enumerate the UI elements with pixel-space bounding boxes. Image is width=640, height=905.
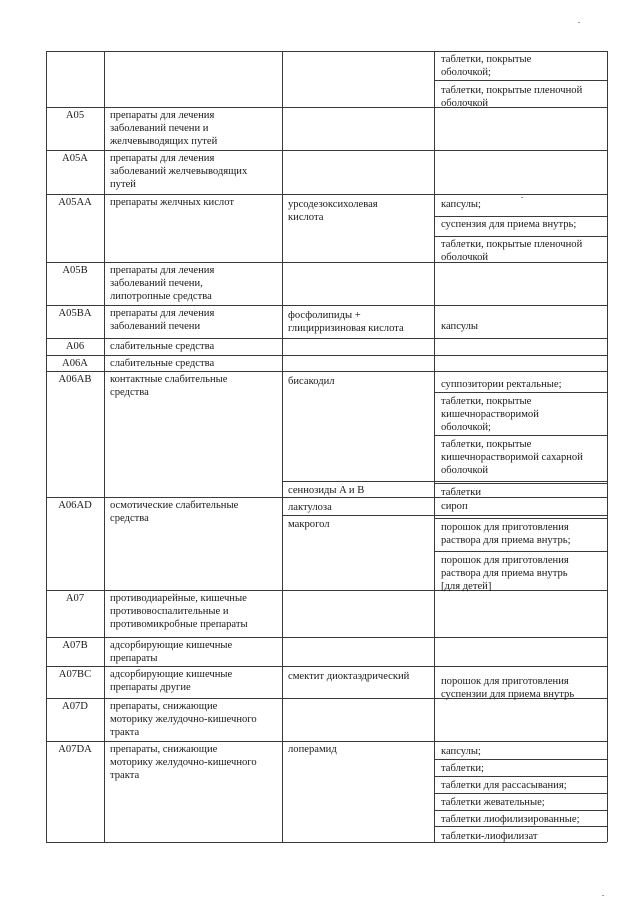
- table-rule: [104, 51, 105, 842]
- dosage-form: таблетки, покрытые пленочной: [441, 85, 583, 96]
- atc-code: A07B: [62, 640, 88, 651]
- dosage-form: [для детей]: [441, 581, 492, 592]
- dosage-form: таблетки-лиофилизат: [441, 831, 538, 842]
- atc-code: A07DA: [58, 744, 92, 755]
- group-name: тракта: [110, 727, 140, 738]
- dosage-form: оболочкой;: [441, 67, 491, 78]
- table-rule: [46, 194, 607, 195]
- table-rule: [434, 810, 607, 811]
- atc-code: A06A: [62, 358, 88, 369]
- table-rule: [46, 666, 607, 667]
- dosage-form: раствора для приема внутрь;: [441, 535, 571, 546]
- table-rule: [434, 435, 607, 436]
- dosage-form: порошок для приготовления: [441, 676, 569, 687]
- table-rule: [434, 793, 607, 794]
- group-name: препараты желчных кислот: [110, 197, 234, 208]
- group-name: липотропные средства: [110, 291, 212, 302]
- dosage-form: таблетки;: [441, 763, 484, 774]
- dosage-form: оболочкой: [441, 98, 489, 109]
- atc-code: A07: [65, 593, 85, 604]
- table-rule: [434, 776, 607, 777]
- atc-code: A05BA: [58, 308, 92, 319]
- group-name: моторику желудочно-кишечного: [110, 757, 257, 768]
- substance-name: кислота: [288, 212, 324, 223]
- table-rule: [434, 518, 607, 519]
- table-rule: [434, 392, 607, 393]
- dosage-form: таблетки, покрытые: [441, 396, 532, 407]
- atc-code: A05A: [62, 153, 88, 164]
- table-rule: [46, 741, 607, 742]
- scan-speck: [602, 895, 604, 896]
- dosage-form: таблетки жевательные;: [441, 797, 545, 808]
- dosage-form: капсулы: [441, 321, 479, 332]
- dosage-form: оболочкой;: [441, 422, 491, 433]
- table-rule: [434, 551, 607, 552]
- group-name: препараты, снижающие: [110, 701, 218, 712]
- scan-speck: [521, 197, 523, 198]
- group-name: препараты для лечения: [110, 110, 215, 121]
- dosage-form: суспензии для приема внутрь: [441, 689, 575, 700]
- substance-name: лоперамид: [288, 744, 337, 755]
- dosage-form: капсулы;: [441, 746, 481, 757]
- substance-name: смектит диоктаэдрический: [288, 671, 410, 682]
- table-rule: [46, 637, 607, 638]
- group-name: желчевыводящих путей: [110, 136, 218, 147]
- group-name: препараты другие: [110, 682, 191, 693]
- dosage-form: капсулы;: [441, 199, 481, 210]
- table-rule: [282, 51, 283, 842]
- dosage-form: порошок для приготовления: [441, 555, 569, 566]
- atc-code: A05B: [62, 265, 88, 276]
- dosage-form: суспензия для приема внутрь;: [441, 219, 577, 230]
- dosage-form: таблетки, покрытые пленочной: [441, 239, 583, 250]
- group-name: слабительные средства: [110, 341, 215, 352]
- group-name: тракта: [110, 770, 140, 781]
- dosage-form: кишечнорастворимой сахарной: [441, 452, 583, 463]
- atc-code: A07BC: [58, 669, 92, 680]
- group-name: заболеваний печени,: [110, 278, 203, 289]
- dosage-form: таблетки для рассасывания;: [441, 780, 567, 791]
- atc-code: A06AB: [58, 374, 92, 385]
- table-rule: [46, 355, 607, 356]
- substance-name: фосфолипиды +: [288, 310, 361, 321]
- group-name: заболеваний желчевыводящих: [110, 166, 248, 177]
- group-name: противомикробные препараты: [110, 619, 248, 630]
- table-rule: [46, 338, 607, 339]
- group-name: адсорбирующие кишечные: [110, 669, 233, 680]
- dosage-form: суппозитории ректальные;: [441, 379, 562, 390]
- table-rule: [434, 80, 607, 81]
- group-name: путей: [110, 179, 136, 190]
- table-rule: [434, 483, 607, 484]
- table-rule: [46, 107, 607, 108]
- table-rule: [434, 51, 435, 842]
- atc-code: A07D: [62, 701, 88, 712]
- dosage-form: раствора для приема внутрь: [441, 568, 568, 579]
- group-name: препараты, снижающие: [110, 744, 218, 755]
- group-name: адсорбирующие кишечные: [110, 640, 233, 651]
- group-name: препараты: [110, 653, 158, 664]
- substance-name: лактулоза: [288, 502, 332, 513]
- table-rule: [46, 497, 607, 498]
- table-rule: [46, 150, 607, 151]
- dosage-form: оболочкой: [441, 252, 489, 263]
- group-name: средства: [110, 387, 149, 398]
- group-name: препараты для лечения: [110, 265, 215, 276]
- dosage-form: таблетки: [441, 487, 482, 498]
- dosage-form: сироп: [441, 501, 468, 512]
- substance-name: урсодезоксихолевая: [288, 199, 378, 210]
- table-rule: [46, 262, 607, 263]
- table-rule: [46, 51, 47, 842]
- group-name: противодиарейные, кишечные: [110, 593, 247, 604]
- group-name: заболеваний печени: [110, 321, 201, 332]
- table-rule: [607, 51, 608, 842]
- table-rule: [434, 759, 607, 760]
- group-name: противовоспалительные и: [110, 606, 229, 617]
- group-name: слабительные средства: [110, 358, 215, 369]
- atc-code: A05AA: [58, 197, 92, 208]
- table-rule: [46, 51, 607, 52]
- table-rule: [434, 216, 607, 217]
- group-name: осмотические слабительные: [110, 500, 239, 511]
- dosage-form: таблетки, покрытые: [441, 54, 532, 65]
- dosage-form: кишечнорастворимой: [441, 409, 539, 420]
- table-rule: [46, 305, 607, 306]
- scan-speck: [578, 22, 580, 23]
- group-name: заболеваний печени и: [110, 123, 209, 134]
- atc-code: A05: [65, 110, 85, 121]
- dosage-form: таблетки, покрытые: [441, 439, 532, 450]
- atc-code: A06AD: [58, 500, 92, 511]
- substance-name: сеннозиды A и B: [288, 485, 365, 496]
- table-rule: [282, 515, 607, 516]
- atc-code: A06: [65, 341, 85, 352]
- dosage-form: таблетки лиофилизированные;: [441, 814, 580, 825]
- substance-name: глицирризиновая кислота: [288, 323, 404, 334]
- group-name: контактные слабительные: [110, 374, 228, 385]
- group-name: моторику желудочно-кишечного: [110, 714, 257, 725]
- dosage-form: порошок для приготовления: [441, 522, 569, 533]
- table-rule: [434, 826, 607, 827]
- group-name: препараты для лечения: [110, 153, 215, 164]
- table-rule: [434, 236, 607, 237]
- substance-name: макрогол: [288, 519, 330, 530]
- table-rule: [46, 371, 607, 372]
- dosage-form: оболочкой: [441, 465, 489, 476]
- table-rule: [46, 590, 607, 591]
- group-name: средства: [110, 513, 149, 524]
- group-name: препараты для лечения: [110, 308, 215, 319]
- table-rule: [282, 481, 607, 482]
- substance-name: бисакодил: [288, 376, 335, 387]
